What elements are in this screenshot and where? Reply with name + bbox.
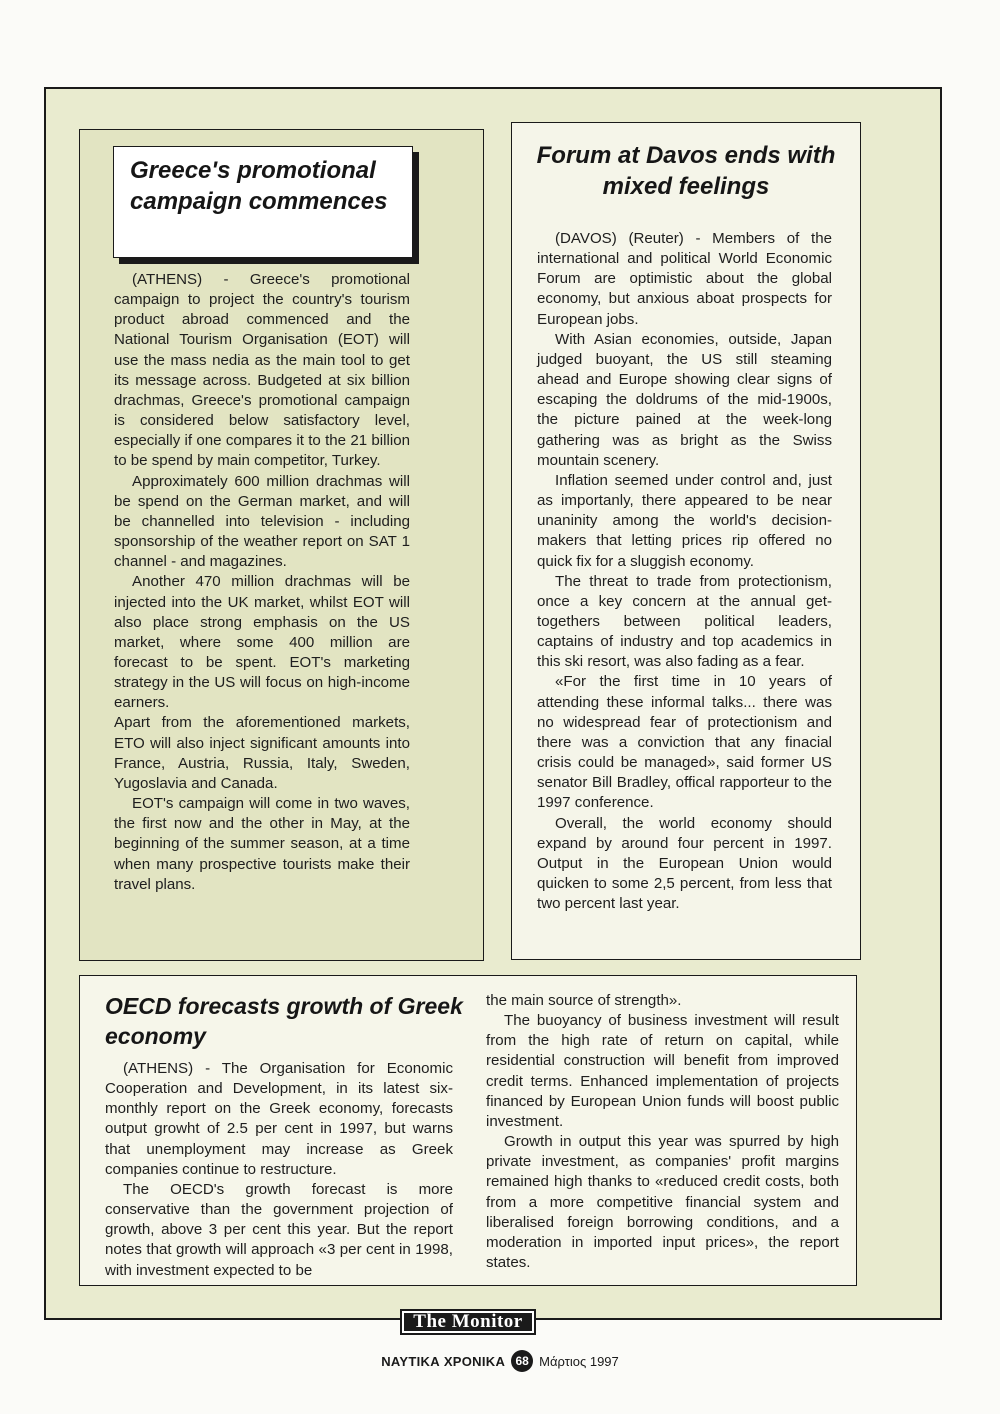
- article-paragraph: The threat to trade from protectionism, once a key concern at the annual get-togethers between political leaders, captains of industry and top academics in this ski resort, was also fading as a fear.: [537, 572, 832, 671]
- article-greece-headline: Greece's promotional campaign commences: [130, 157, 388, 215]
- article-paragraph: EOT's campaign will come in two waves, the first now and the other in May, at the beginning of the summer season, at a time when many prospective tourists make their travel plans.: [114, 795, 410, 893]
- footer-publication-name: ΝΑΥΤΙΚΑ ΧΡΟΝΙΚΑ: [381, 1353, 506, 1369]
- article-paragraph: The OECD's growth forecast is more conservative than the government projection of growth, above 3 per cent this year. But the report notes that growth will approach «3 per cent in 1998, with investment expected to be: [105, 1180, 453, 1279]
- article-paragraph: Approximately 600 million drachmas will be spend on the German market, and will be channelled into television - including sponsorship of the weather report on SAT 1 channel - and magazines.: [114, 472, 410, 571]
- article-oecd-column-1: [105, 1059, 453, 1281]
- article-greece-title-box: [113, 146, 413, 258]
- article-paragraph: Apart from the aforementioned markets, ETO will also inject significant amounts into France, Austria, Russia, Italy, Sweden, Yugoslavia and Canada.: [114, 714, 410, 792]
- page-number-badge: 68: [511, 1350, 533, 1372]
- page-footer: [350, 1349, 650, 1373]
- article-greece-body: [114, 270, 410, 895]
- article-paragraph: (DAVOS) (Reuter) - Members of the international and political World Economic Forum are optimistic about the global economy, but anxious aboat prospects for European jobs.: [537, 230, 832, 328]
- article-paragraph: «For the first time in 10 years of attending these informal talks... there was no widespread fear of protectionism and there was a conviction that any finacial crisis could be managed», said former US senator Bill Bradley, offical rapporteur to the 1997 conference.: [537, 673, 832, 812]
- article-paragraph: The buoyancy of business investment will result from the high rate of return on capital, while residential construction will benefit from improved credit terms. Enhanced implementation of projects financed by European Union funds will boost public investment.: [486, 1012, 839, 1130]
- article-oecd-headline: OECD forecasts growth of Greek economy: [105, 993, 463, 1049]
- article-paragraph: Growth in output this year was spurred by high private investment, as companies' profit margins remained high thanks to «reduced credit costs, both from a more competitive financial system and liberalised foreign borrowing conditions, and a moderation in imported input prices», the report states.: [486, 1133, 839, 1272]
- article-paragraph: (ATHENS) - The Organisation for Economic Cooperation and Development, in its latest six-monthly report on the Greek economy, forecasts output growht of 2.5 per cent in 1997, but warns that unemployment may increase as Greek companies continue to restructure.: [105, 1060, 453, 1178]
- article-davos-body: [537, 229, 832, 914]
- the-monitor-logo: The Monitor: [400, 1309, 536, 1335]
- article-paragraph: Inflation seemed under control and, just as importanly, there appeared to be near unaninity among the world's decision-makers that letting prices rip offered no quick fix for a sluggish economy.: [537, 471, 832, 570]
- article-paragraph: the main source of strength».: [486, 992, 682, 1009]
- article-paragraph: Another 470 million drachmas will be injected into the UK market, whilst EOT will also place strong emphasis on the US market, where some 400 million are forecast to be spent. EOT's marketing strategy in the US will focus on high-income earners.: [114, 573, 410, 712]
- footer-date: Μάρτιος 1997: [539, 1353, 619, 1369]
- article-davos-headline: Forum at Davos ends with mixed feelings: [536, 142, 836, 200]
- article-paragraph: With Asian economies, outside, Japan judged buoyant, the US still steaming ahead and Europe showing clear signs of escaping the doldrums of the mid-1900s, the picture pained at the week-long gathering was as bright as the Swiss mountain scenery.: [537, 330, 832, 469]
- article-paragraph: Overall, the world economy should expand by around four percent in 1997. Output in the European Union would quicken to some 2,5 percent, from less that two percent last year.: [537, 814, 832, 913]
- article-paragraph: (ATHENS) - Greece's promotional campaign to project the country's tourism product abroad commenced and the National Tourism Organisation (EOT) will use the mass nedia as the main tool to get its message across. Budgeted at six billion drachmas, Greece's promotional campaign is considered below satisfactory level, especially if one compares it to the 21 billion to be spend by main competitor, Turkey.: [114, 271, 410, 470]
- article-oecd-column-2: [486, 991, 839, 1273]
